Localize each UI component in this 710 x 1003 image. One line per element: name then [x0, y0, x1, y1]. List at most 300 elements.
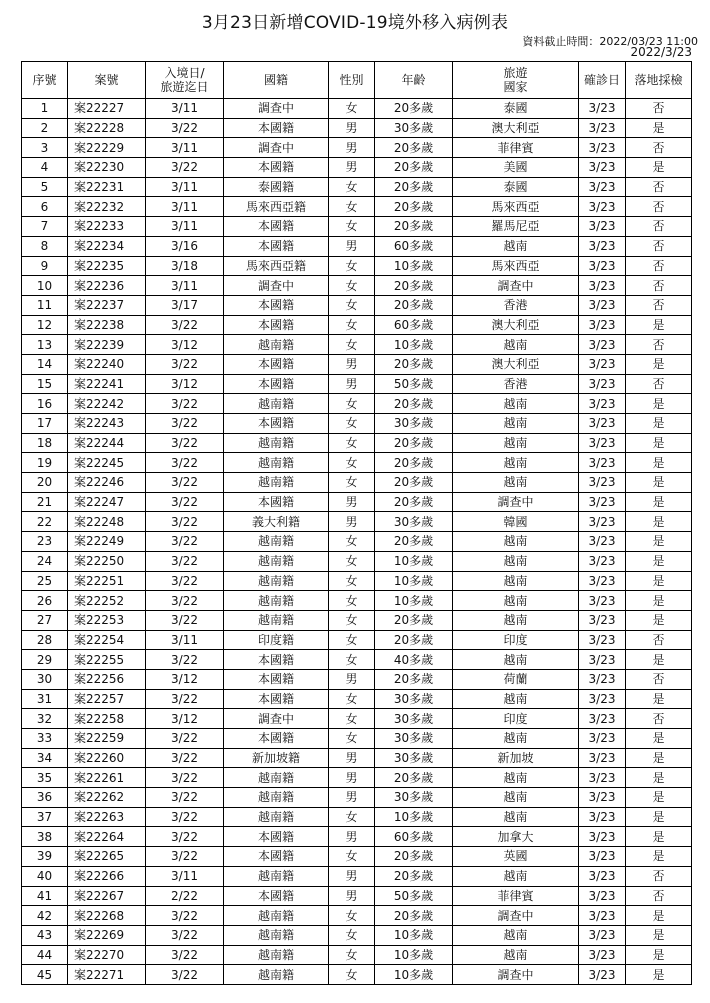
cell-seq: 25: [22, 571, 68, 591]
cell-sex: 女: [329, 433, 375, 453]
table-row: [22, 610, 692, 630]
cell-sex: 女: [329, 335, 375, 355]
cell-case: 案22269: [68, 925, 146, 945]
cell-sex: 女: [329, 217, 375, 237]
cell-age: 20多歲: [375, 295, 453, 315]
cell-seq: 38: [22, 827, 68, 847]
cell-age: 20多歲: [375, 433, 453, 453]
cell-travel-country: 越南: [453, 433, 579, 453]
cell-age: 30多歲: [375, 414, 453, 434]
cell-nationality: 越南籍: [224, 610, 329, 630]
cell-age: 10多歲: [375, 965, 453, 985]
cell-age: 30多歲: [375, 748, 453, 768]
cell-travel-country: 澳大利亞: [453, 354, 579, 374]
cell-arrival-test: 否: [626, 217, 692, 237]
cell-diagnosis-date: 3/23: [579, 610, 626, 630]
cell-diagnosis-date: 3/23: [579, 945, 626, 965]
cell-case: 案22248: [68, 512, 146, 532]
cell-entry-date: 3/22: [146, 354, 224, 374]
cell-seq: 20: [22, 473, 68, 493]
table-row: [22, 886, 692, 906]
cell-diagnosis-date: 3/23: [579, 374, 626, 394]
cell-travel-country: 澳大利亞: [453, 315, 579, 335]
cell-nationality: 越南籍: [224, 768, 329, 788]
table-row: [22, 827, 692, 847]
cell-entry-date: 3/12: [146, 374, 224, 394]
table-row: [22, 197, 692, 217]
cell-seq: 11: [22, 295, 68, 315]
cell-sex: 女: [329, 315, 375, 335]
cell-sex: 女: [329, 295, 375, 315]
table-row: [22, 630, 692, 650]
cell-entry-date: 3/22: [146, 453, 224, 473]
report-date: 2022/3/23: [630, 45, 692, 59]
table-row: [22, 650, 692, 670]
cell-nationality: 馬來西亞籍: [224, 256, 329, 276]
cell-sex: 女: [329, 847, 375, 867]
cell-travel-country: 英國: [453, 847, 579, 867]
table-row: [22, 217, 692, 237]
cell-case: 案22262: [68, 788, 146, 808]
cell-seq: 3: [22, 138, 68, 158]
cell-travel-country: 羅馬尼亞: [453, 217, 579, 237]
cell-age: 20多歲: [375, 158, 453, 178]
cell-diagnosis-date: 3/23: [579, 709, 626, 729]
cell-age: 20多歲: [375, 532, 453, 552]
cell-sex: 女: [329, 453, 375, 473]
cell-arrival-test: 否: [626, 335, 692, 355]
header-arrival-test: 落地採檢: [626, 62, 692, 99]
cell-arrival-test: 是: [626, 571, 692, 591]
cell-travel-country: 越南: [453, 394, 579, 414]
cell-entry-date: 3/22: [146, 158, 224, 178]
cell-age: 30多歲: [375, 512, 453, 532]
cell-age: 20多歲: [375, 669, 453, 689]
cell-age: 20多歲: [375, 197, 453, 217]
cell-nationality: 越南籍: [224, 335, 329, 355]
header-entry-line2: 旅遊迄日: [160, 80, 209, 94]
cell-nationality: 調查中: [224, 138, 329, 158]
cell-seq: 19: [22, 453, 68, 473]
cell-entry-date: 3/16: [146, 236, 224, 256]
table-row: [22, 945, 692, 965]
cell-seq: 15: [22, 374, 68, 394]
cell-nationality: 越南籍: [224, 433, 329, 453]
cell-nationality: 新加坡籍: [224, 748, 329, 768]
cell-seq: 18: [22, 433, 68, 453]
cell-arrival-test: 是: [626, 158, 692, 178]
cell-sex: 男: [329, 886, 375, 906]
cell-diagnosis-date: 3/23: [579, 453, 626, 473]
cell-seq: 26: [22, 591, 68, 611]
cell-seq: 6: [22, 197, 68, 217]
cell-arrival-test: 是: [626, 453, 692, 473]
cell-arrival-test: 是: [626, 768, 692, 788]
cell-nationality: 本國籍: [224, 729, 329, 749]
cell-case: 案22249: [68, 532, 146, 552]
cell-arrival-test: 是: [626, 925, 692, 945]
table-row: [22, 748, 692, 768]
cell-entry-date: 3/17: [146, 295, 224, 315]
cell-diagnosis-date: 3/23: [579, 532, 626, 552]
cell-seq: 28: [22, 630, 68, 650]
cell-sex: 女: [329, 945, 375, 965]
cell-case: 案22244: [68, 433, 146, 453]
cell-seq: 1: [22, 99, 68, 119]
cell-travel-country: 荷蘭: [453, 669, 579, 689]
cell-entry-date: 3/22: [146, 748, 224, 768]
cell-age: 30多歲: [375, 118, 453, 138]
cell-case: 案22227: [68, 99, 146, 119]
table-row: [22, 414, 692, 434]
cell-entry-date: 3/11: [146, 99, 224, 119]
cell-nationality: 本國籍: [224, 295, 329, 315]
cell-case: 案22267: [68, 886, 146, 906]
cell-sex: 男: [329, 866, 375, 886]
cell-nationality: 本國籍: [224, 886, 329, 906]
cell-age: 20多歲: [375, 138, 453, 158]
cell-diagnosis-date: 3/23: [579, 217, 626, 237]
cell-diagnosis-date: 3/23: [579, 118, 626, 138]
cell-seq: 42: [22, 906, 68, 926]
cell-diagnosis-date: 3/23: [579, 512, 626, 532]
table-row: [22, 807, 692, 827]
cell-nationality: 泰國籍: [224, 177, 329, 197]
table-row: [22, 236, 692, 256]
cell-sex: 女: [329, 906, 375, 926]
cell-entry-date: 3/12: [146, 669, 224, 689]
cell-diagnosis-date: 3/23: [579, 807, 626, 827]
cell-nationality: 越南籍: [224, 571, 329, 591]
cell-age: 20多歲: [375, 177, 453, 197]
cell-seq: 21: [22, 492, 68, 512]
cell-diagnosis-date: 3/23: [579, 315, 626, 335]
cell-seq: 2: [22, 118, 68, 138]
cell-sex: 女: [329, 650, 375, 670]
table-row: [22, 512, 692, 532]
cell-arrival-test: 是: [626, 729, 692, 749]
page-title: 3月23日新增COVID-19境外移入病例表: [201, 13, 509, 33]
cell-arrival-test: 是: [626, 650, 692, 670]
table-row: [22, 354, 692, 374]
cell-arrival-test: 否: [626, 866, 692, 886]
header-entry-date: [146, 62, 224, 99]
header-entry-line1: 入境日/: [164, 66, 205, 80]
cell-sex: 男: [329, 118, 375, 138]
cell-sex: 男: [329, 827, 375, 847]
cell-travel-country: 新加坡: [453, 748, 579, 768]
cell-arrival-test: 否: [626, 374, 692, 394]
cell-seq: 36: [22, 788, 68, 808]
cell-nationality: 本國籍: [224, 217, 329, 237]
cell-nationality: 越南籍: [224, 945, 329, 965]
cell-travel-country: 韓國: [453, 512, 579, 532]
cell-entry-date: 3/22: [146, 551, 224, 571]
cell-age: 20多歲: [375, 630, 453, 650]
cell-case: 案22233: [68, 217, 146, 237]
cell-sex: 女: [329, 807, 375, 827]
cell-case: 案22251: [68, 571, 146, 591]
cell-entry-date: 3/22: [146, 315, 224, 335]
cell-entry-date: 3/11: [146, 630, 224, 650]
cell-case: 案22263: [68, 807, 146, 827]
cell-arrival-test: 是: [626, 118, 692, 138]
cell-entry-date: 3/11: [146, 197, 224, 217]
cell-entry-date: 3/22: [146, 532, 224, 552]
cell-nationality: 本國籍: [224, 236, 329, 256]
cell-nationality: 越南籍: [224, 906, 329, 926]
table-row: [22, 669, 692, 689]
cell-seq: 9: [22, 256, 68, 276]
cell-arrival-test: 是: [626, 492, 692, 512]
cell-nationality: 本國籍: [224, 118, 329, 138]
cell-seq: 24: [22, 551, 68, 571]
cell-case: 案22243: [68, 414, 146, 434]
cell-age: 10多歲: [375, 925, 453, 945]
table-row: [22, 571, 692, 591]
table-row: [22, 177, 692, 197]
cell-diagnosis-date: 3/23: [579, 492, 626, 512]
cell-case: 案22255: [68, 650, 146, 670]
cell-arrival-test: 是: [626, 532, 692, 552]
cell-sex: 女: [329, 99, 375, 119]
cell-age: 20多歲: [375, 453, 453, 473]
table-row: [22, 788, 692, 808]
cell-sex: 女: [329, 630, 375, 650]
cell-sex: 男: [329, 669, 375, 689]
cell-entry-date: 3/11: [146, 866, 224, 886]
cell-travel-country: 調查中: [453, 965, 579, 985]
cell-travel-country: 越南: [453, 551, 579, 571]
cell-diagnosis-date: 3/23: [579, 630, 626, 650]
cell-entry-date: 3/22: [146, 847, 224, 867]
cell-sex: 女: [329, 197, 375, 217]
cell-arrival-test: 是: [626, 551, 692, 571]
cell-diagnosis-date: 3/23: [579, 669, 626, 689]
cell-diagnosis-date: 3/23: [579, 197, 626, 217]
cell-case: 案22245: [68, 453, 146, 473]
cell-entry-date: 3/18: [146, 256, 224, 276]
cell-nationality: 本國籍: [224, 689, 329, 709]
cell-travel-country: 香港: [453, 295, 579, 315]
cell-case: 案22239: [68, 335, 146, 355]
cell-age: 60多歲: [375, 236, 453, 256]
cell-sex: 男: [329, 138, 375, 158]
table-row: [22, 315, 692, 335]
cell-diagnosis-date: 3/23: [579, 748, 626, 768]
cell-diagnosis-date: 3/23: [579, 650, 626, 670]
cell-arrival-test: 是: [626, 315, 692, 335]
cell-seq: 45: [22, 965, 68, 985]
cell-case: 案22253: [68, 610, 146, 630]
cell-sex: 女: [329, 414, 375, 434]
table-row: [22, 99, 692, 119]
cell-diagnosis-date: 3/23: [579, 414, 626, 434]
cell-entry-date: 3/22: [146, 394, 224, 414]
cell-diagnosis-date: 3/23: [579, 99, 626, 119]
cell-seq: 7: [22, 217, 68, 237]
cell-case: 案22265: [68, 847, 146, 867]
cell-sex: 女: [329, 591, 375, 611]
cell-age: 10多歲: [375, 807, 453, 827]
cell-entry-date: 3/22: [146, 610, 224, 630]
cell-seq: 12: [22, 315, 68, 335]
cell-entry-date: 3/22: [146, 925, 224, 945]
cell-travel-country: 越南: [453, 768, 579, 788]
header-travel-line1: 旅遊: [503, 66, 528, 80]
cell-nationality: 越南籍: [224, 394, 329, 414]
cell-age: 60多歲: [375, 315, 453, 335]
cell-travel-country: 越南: [453, 532, 579, 552]
cell-diagnosis-date: 3/23: [579, 925, 626, 945]
cell-nationality: 本國籍: [224, 315, 329, 335]
header-age: 年齡: [375, 62, 453, 99]
cell-case: 案22268: [68, 906, 146, 926]
cell-arrival-test: 是: [626, 591, 692, 611]
cell-diagnosis-date: 3/23: [579, 591, 626, 611]
table-row: [22, 492, 692, 512]
cell-seq: 41: [22, 886, 68, 906]
cell-seq: 4: [22, 158, 68, 178]
cell-age: 20多歲: [375, 276, 453, 296]
cell-travel-country: 馬來西亞: [453, 256, 579, 276]
cell-sex: 女: [329, 709, 375, 729]
cell-travel-country: 印度: [453, 630, 579, 650]
header-sex: 性別: [329, 62, 375, 99]
cell-sex: 女: [329, 925, 375, 945]
cell-diagnosis-date: 3/23: [579, 354, 626, 374]
cell-sex: 女: [329, 689, 375, 709]
cell-seq: 27: [22, 610, 68, 630]
cell-arrival-test: 是: [626, 807, 692, 827]
header-nationality: 國籍: [224, 62, 329, 99]
header-travel-country: [453, 62, 579, 99]
cell-case: 案22241: [68, 374, 146, 394]
cell-diagnosis-date: 3/23: [579, 788, 626, 808]
cell-nationality: 越南籍: [224, 965, 329, 985]
cell-arrival-test: 是: [626, 965, 692, 985]
cell-sex: 男: [329, 236, 375, 256]
cell-case: 案22231: [68, 177, 146, 197]
cell-sex: 女: [329, 965, 375, 985]
cell-travel-country: 越南: [453, 650, 579, 670]
cell-case: 案22257: [68, 689, 146, 709]
cell-entry-date: 3/22: [146, 965, 224, 985]
cell-entry-date: 3/22: [146, 512, 224, 532]
cell-entry-date: 3/11: [146, 177, 224, 197]
cell-nationality: 本國籍: [224, 827, 329, 847]
cell-case: 案22266: [68, 866, 146, 886]
data-cutoff-time: 資料截止時間：2022/03/23 11:00: [522, 35, 698, 48]
cell-travel-country: 越南: [453, 414, 579, 434]
cell-arrival-test: 是: [626, 748, 692, 768]
cell-travel-country: 越南: [453, 610, 579, 630]
cell-arrival-test: 是: [626, 906, 692, 926]
cell-entry-date: 3/11: [146, 217, 224, 237]
cell-seq: 34: [22, 748, 68, 768]
cell-travel-country: 越南: [453, 729, 579, 749]
cell-travel-country: 加拿大: [453, 827, 579, 847]
cell-nationality: 越南籍: [224, 551, 329, 571]
cell-arrival-test: 是: [626, 847, 692, 867]
cell-diagnosis-date: 3/23: [579, 335, 626, 355]
cell-diagnosis-date: 3/23: [579, 906, 626, 926]
cell-sex: 女: [329, 473, 375, 493]
cell-arrival-test: 是: [626, 788, 692, 808]
cell-seq: 33: [22, 729, 68, 749]
cell-nationality: 義大利籍: [224, 512, 329, 532]
cell-arrival-test: 否: [626, 886, 692, 906]
cell-seq: 13: [22, 335, 68, 355]
cell-arrival-test: 是: [626, 433, 692, 453]
cell-case: 案22238: [68, 315, 146, 335]
cell-age: 20多歲: [375, 906, 453, 926]
table-row: [22, 256, 692, 276]
cell-age: 10多歲: [375, 571, 453, 591]
cell-case: 案22237: [68, 295, 146, 315]
cell-sex: 女: [329, 729, 375, 749]
cell-arrival-test: 否: [626, 197, 692, 217]
table-row: [22, 118, 692, 138]
cell-case: 案22264: [68, 827, 146, 847]
cell-seq: 37: [22, 807, 68, 827]
table-row: [22, 473, 692, 493]
cell-seq: 43: [22, 925, 68, 945]
cell-seq: 10: [22, 276, 68, 296]
cell-diagnosis-date: 3/23: [579, 866, 626, 886]
cell-nationality: 調查中: [224, 709, 329, 729]
table-row: [22, 532, 692, 552]
cell-entry-date: 3/22: [146, 906, 224, 926]
table-row: [22, 453, 692, 473]
cell-entry-date: 3/22: [146, 433, 224, 453]
cell-travel-country: 調查中: [453, 492, 579, 512]
table-row: [22, 276, 692, 296]
cell-seq: 14: [22, 354, 68, 374]
cell-sex: 女: [329, 551, 375, 571]
table-row: [22, 433, 692, 453]
cell-age: 10多歲: [375, 591, 453, 611]
cell-nationality: 越南籍: [224, 866, 329, 886]
table-row: [22, 768, 692, 788]
cell-arrival-test: 否: [626, 630, 692, 650]
cell-travel-country: 香港: [453, 374, 579, 394]
cell-arrival-test: 否: [626, 236, 692, 256]
cell-case: 案22229: [68, 138, 146, 158]
cell-case: 案22250: [68, 551, 146, 571]
cell-travel-country: 越南: [453, 689, 579, 709]
cell-entry-date: 3/22: [146, 571, 224, 591]
cell-sex: 女: [329, 177, 375, 197]
cell-case: 案22246: [68, 473, 146, 493]
cell-diagnosis-date: 3/23: [579, 571, 626, 591]
cell-age: 50多歲: [375, 886, 453, 906]
cell-entry-date: 3/22: [146, 827, 224, 847]
cell-diagnosis-date: 3/23: [579, 886, 626, 906]
cell-travel-country: 美國: [453, 158, 579, 178]
cell-age: 20多歲: [375, 217, 453, 237]
cell-travel-country: 馬來西亞: [453, 197, 579, 217]
cell-age: 20多歲: [375, 394, 453, 414]
table-row: [22, 847, 692, 867]
cell-entry-date: 3/22: [146, 689, 224, 709]
table-row: [22, 591, 692, 611]
table-row: [22, 335, 692, 355]
table-row: [22, 394, 692, 414]
cell-age: 30多歲: [375, 729, 453, 749]
cell-travel-country: 泰國: [453, 99, 579, 119]
cell-arrival-test: 否: [626, 177, 692, 197]
